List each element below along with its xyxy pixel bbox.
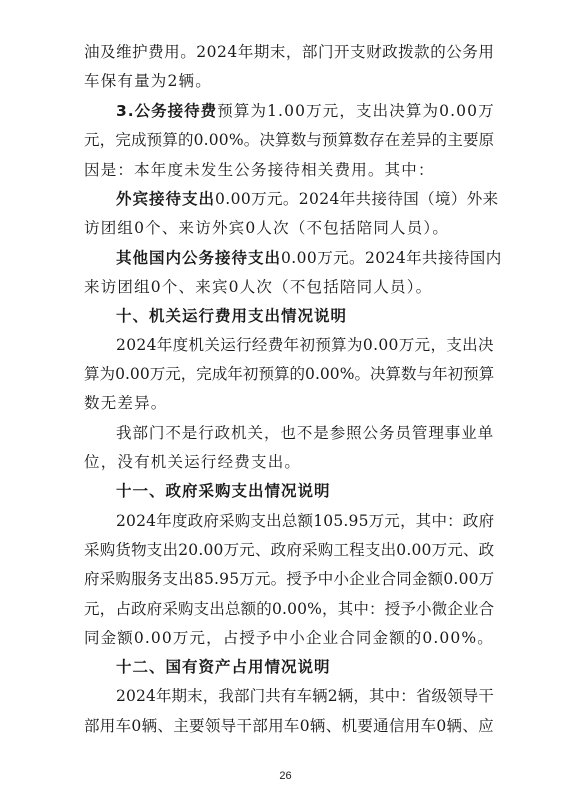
body-text: 车保有量为2辆。 xyxy=(84,72,212,90)
body-text: 算为0.00万元，完成年初预算的0.00%。决算数与年初预算 xyxy=(84,365,495,383)
body-text: 府采购服务支出85.95万元。授予中小企业合同金额0.00万 xyxy=(84,570,495,588)
text-line xyxy=(84,38,494,66)
text-line xyxy=(84,360,494,388)
text-line xyxy=(84,389,168,417)
text-line xyxy=(84,624,494,652)
bold-text: 外宾接待支出 xyxy=(116,190,216,208)
body-text: 同金额0.00万元，占授予中小企业合同金额的0.00%。 xyxy=(84,629,494,647)
text-line xyxy=(84,214,449,242)
page-number: 26 xyxy=(279,770,292,782)
text-line xyxy=(116,331,494,359)
text-line xyxy=(116,507,494,535)
body-text: 元，完成预算的0.00%。决算数与预算数存在差异的主要原 xyxy=(84,131,495,149)
text-line xyxy=(84,595,494,623)
section-heading xyxy=(116,653,331,681)
body-text: 0.00万元。2024年共接待国内 xyxy=(281,249,502,267)
bold-text: 十、机关运行费用支出情况说明 xyxy=(116,307,348,325)
text-line xyxy=(84,156,435,184)
body-text: 油及维护费用。2024年期末，部门开支财政拨款的公务用 xyxy=(84,43,495,61)
body-text: 访团组0个、来访外宾0人次（不包括陪同人员）。 xyxy=(84,219,450,237)
text-line xyxy=(116,185,499,213)
body-text: 2024年度政府采购支出总额105.95万元，其中：政府 xyxy=(116,512,495,530)
text-line xyxy=(84,565,494,593)
text-line xyxy=(84,712,494,740)
text-line xyxy=(116,97,495,125)
body-text: 元，占政府采购支出总额的0.00%，其中：授予小微企业合 xyxy=(84,600,495,618)
section-heading xyxy=(116,302,347,330)
text-line xyxy=(84,448,301,476)
body-text: 我部门不是行政机关，也不是参照公务员管理事业单 xyxy=(116,424,495,442)
bold-text: 十一、政府采购支出情况说明 xyxy=(116,482,331,500)
body-text: 部用车0辆、主要领导干部用车0辆、机要通信用车0辆、应 xyxy=(84,717,494,735)
text-line xyxy=(84,273,432,301)
bold-text: 十二、国有资产占用情况说明 xyxy=(116,658,331,676)
body-text: 来访团组0个、来宾0人次（不包括陪同人员）。 xyxy=(84,278,433,296)
text-line xyxy=(84,536,494,564)
body-text: 数无差异。 xyxy=(84,394,168,412)
body-text: 2024年度机关运行经费年初预算为0.00万元，支出决 xyxy=(116,336,494,354)
body-text: 0.00万元。2024年共接待国（境）外来 xyxy=(215,190,499,208)
body-text: 位，没有机关运行经费支出。 xyxy=(84,453,302,471)
body-text: 因是：本年度未发生公务接待相关费用。其中： xyxy=(84,161,435,179)
text-line xyxy=(116,419,494,447)
text-line xyxy=(116,244,502,272)
body-text: 预算为1.00万元，支出决算为0.00万 xyxy=(217,102,495,120)
text-line xyxy=(84,126,494,154)
section-heading xyxy=(116,477,331,505)
bold-text: 3.公务接待费 xyxy=(116,102,218,120)
body-text: 2024年期末，我部门共有车辆2辆，其中：省级领导干 xyxy=(116,687,495,705)
text-line xyxy=(84,67,212,95)
bold-text: 其他国内公务接待支出 xyxy=(116,249,282,267)
text-line xyxy=(116,682,494,710)
body-text: 采购货物支出20.00万元、政府采购工程支出0.00万元、政 xyxy=(84,541,495,559)
